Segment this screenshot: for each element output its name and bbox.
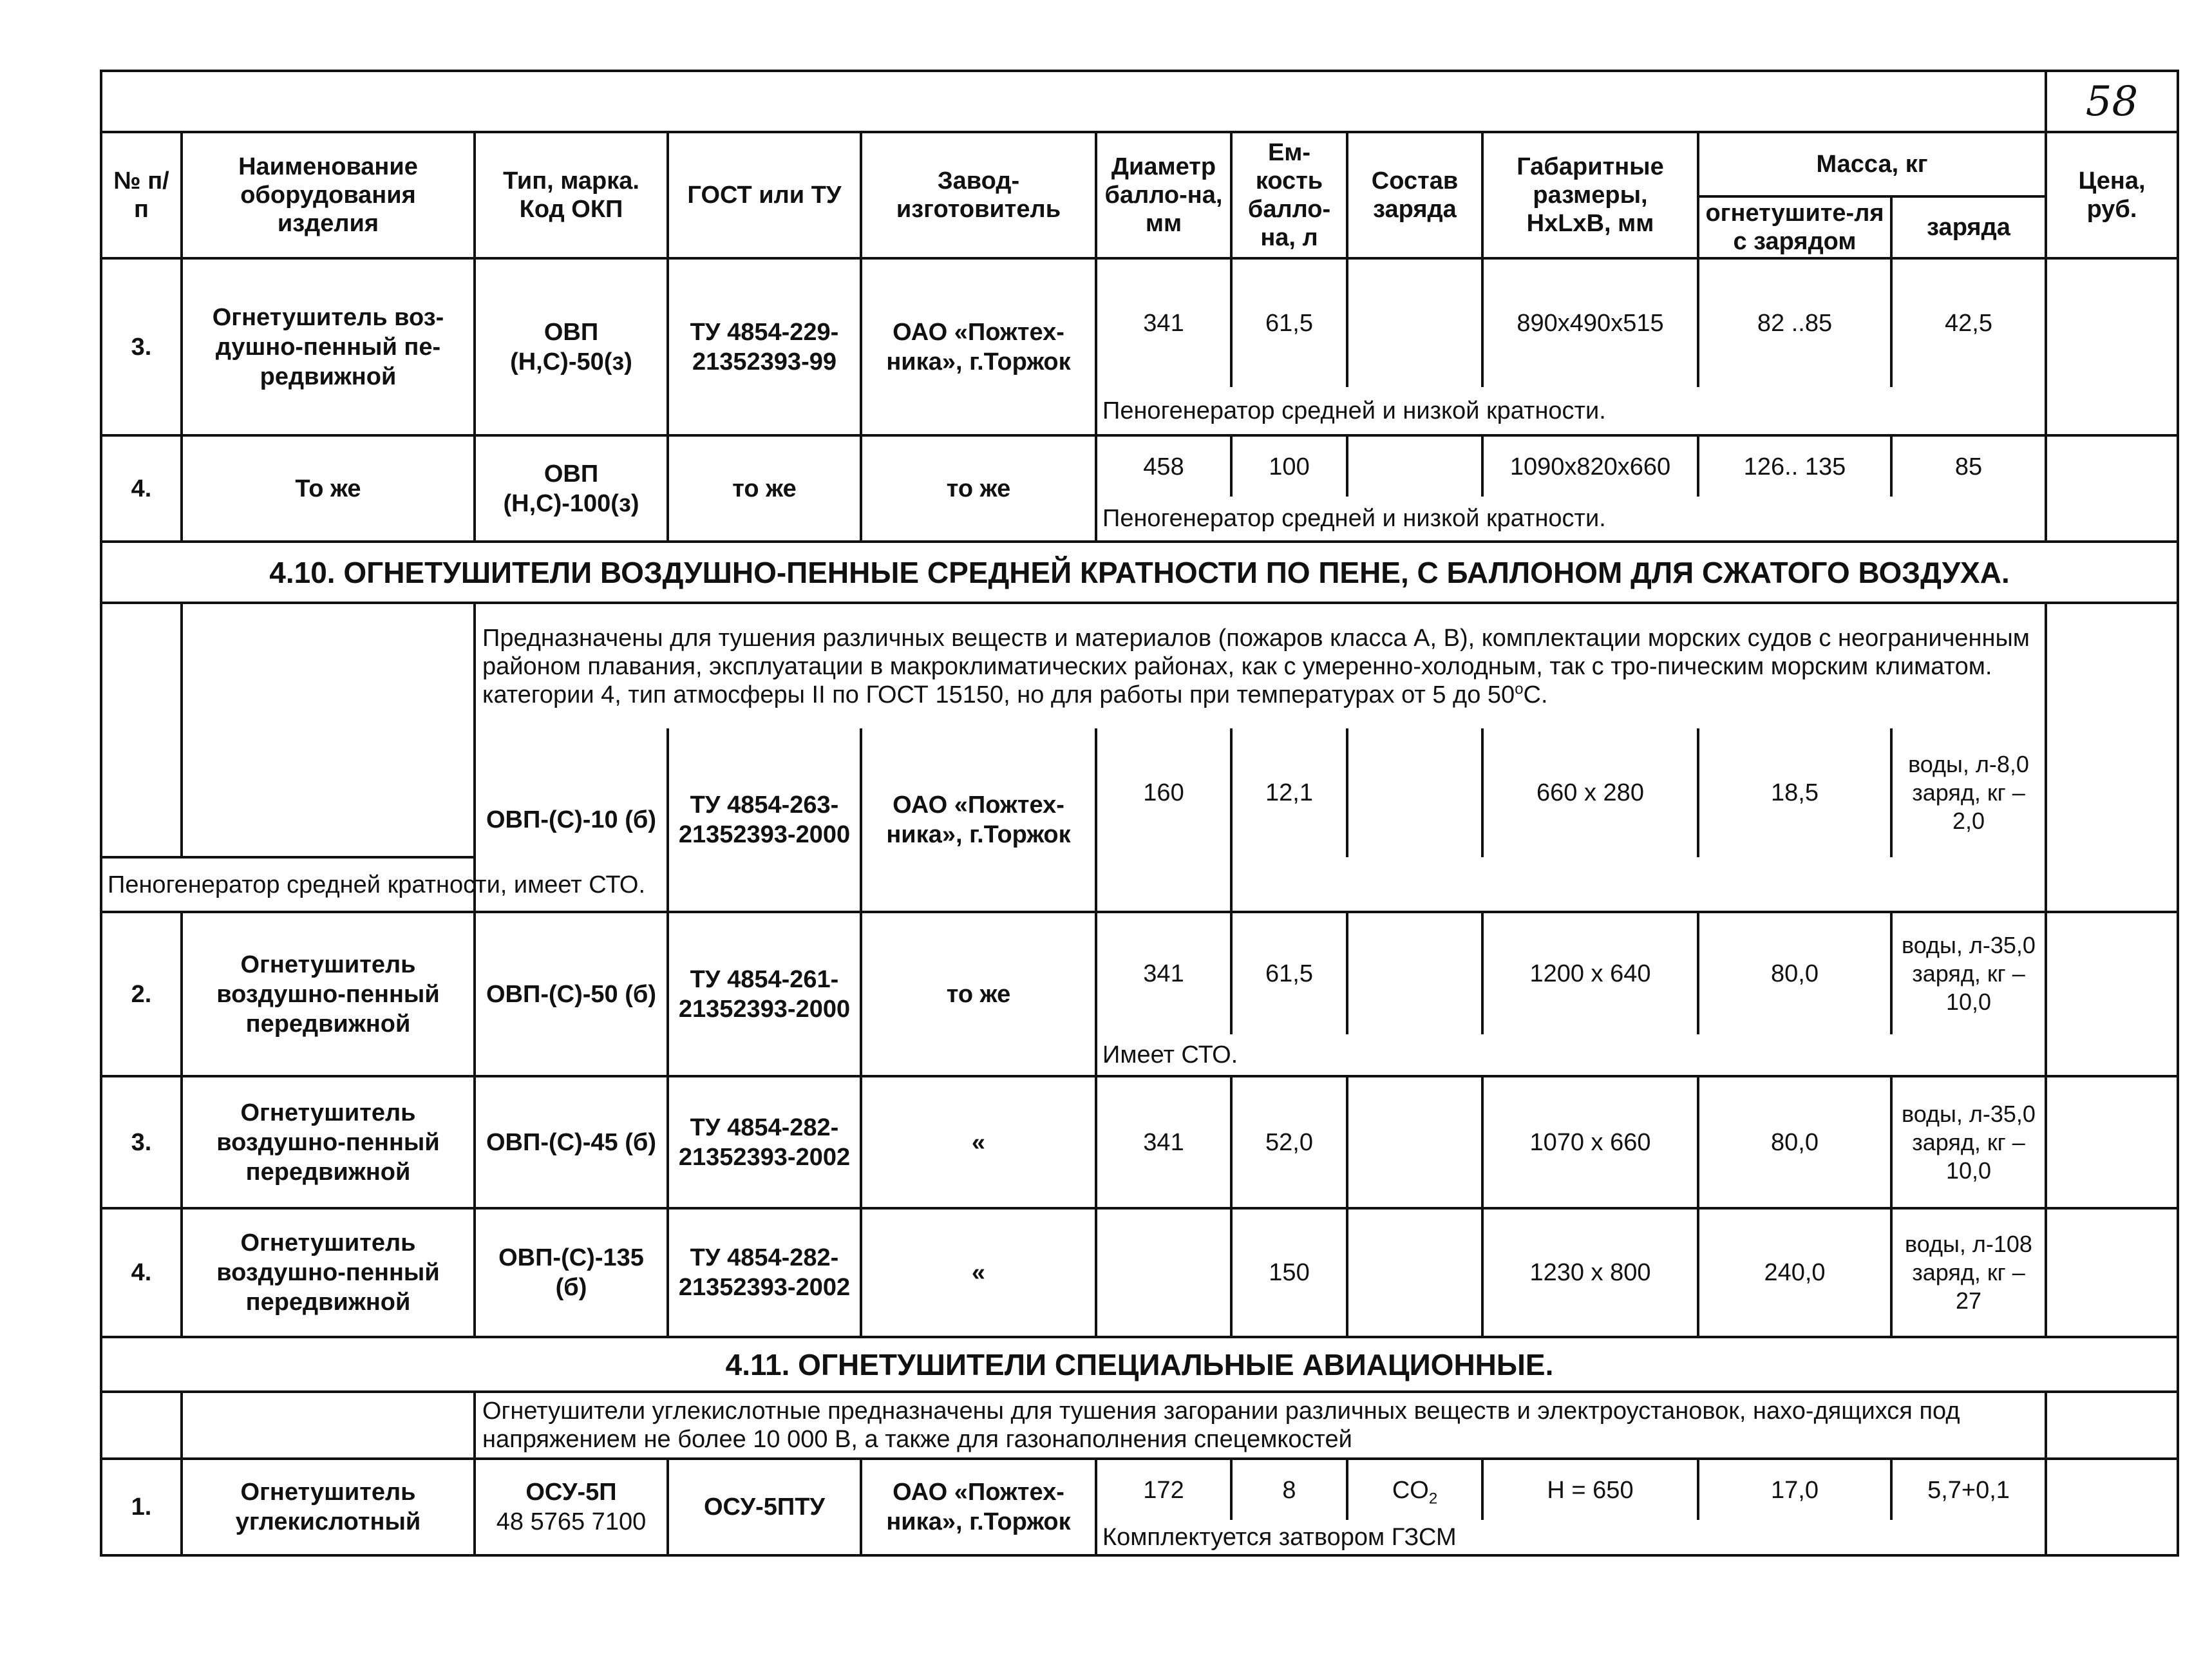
row-maker: ОАО «Пожтех-ника», г.Торжок	[861, 1459, 1096, 1555]
row-diameter: 341	[1096, 258, 1231, 387]
blank-cell	[2046, 603, 2178, 728]
row-gost: ТУ 4854-282-21352393-2002	[668, 1208, 861, 1337]
row-type	[475, 1459, 668, 1555]
page-number: 58	[2046, 71, 2178, 132]
row-price	[2046, 435, 2178, 542]
row-mass-charge: 42,5	[1891, 258, 2046, 387]
charge-formula: CO	[1392, 1476, 1429, 1504]
row-mass-charge: воды, л-35,0 заряд, кг – 10,0	[1891, 912, 2046, 1034]
row-mass-extinguisher: 17,0	[1698, 1459, 1891, 1520]
type-code: 48 5765 7100	[496, 1508, 647, 1535]
row-type: ОВП (Н,С)-100(з)	[475, 435, 668, 542]
row-charge	[1347, 912, 1482, 1034]
row-diameter: 458	[1096, 435, 1231, 497]
row-charge	[1347, 1208, 1482, 1337]
row-capacity: 100	[1231, 435, 1347, 497]
row-charge	[1347, 258, 1482, 387]
row-num: 4.	[101, 1208, 182, 1337]
row-mass-charge: 5,7+0,1	[1891, 1459, 2046, 1520]
header-mass-extinguisher: огнетушите-ля с зарядом	[1698, 196, 1891, 258]
row-diameter: 341	[1096, 912, 1231, 1034]
table-row	[101, 258, 2178, 387]
row-num: 3.	[101, 1076, 182, 1208]
row-note: Пеногенератор средней и низкой кратности.	[1096, 497, 2046, 542]
row-num: 2.	[101, 912, 182, 1076]
section-heading-row	[101, 542, 2178, 603]
page-number-row	[101, 71, 2178, 132]
row-num: 1.	[101, 1459, 182, 1555]
row-dimensions: 1090х820х660	[1482, 435, 1698, 497]
row-charge	[1347, 435, 1482, 497]
row-gost: ТУ 4854-263-21352393-2000	[668, 728, 861, 912]
row-name: Огнетушитель воз-душно-пенный пе-редвижной	[182, 258, 475, 435]
row-note: Имеет СТО.	[1096, 1034, 2046, 1076]
row-type: ОВП (Н,С)-50(з)	[475, 258, 668, 435]
row-diameter: 172	[1096, 1459, 1231, 1520]
section-heading-row	[101, 1337, 2178, 1392]
row-note: Пеногенератор средней и низкой кратности.	[1096, 387, 2046, 435]
row-charge	[1347, 728, 1482, 857]
blank-top-cell	[101, 71, 2046, 132]
row-charge	[1347, 1076, 1482, 1208]
row-note: Комплектуется затвором ГЗСМ	[1096, 1520, 2046, 1555]
row-type: ОВП-(С)-135 (б)	[475, 1208, 668, 1337]
table-row	[101, 1208, 2178, 1337]
section-410-description	[475, 603, 2046, 728]
section-description-row	[101, 603, 2178, 728]
section-411-description: Огнетушители углекислотные предназначены для тушения загорании различных веществ и электроустановок, нахо-дящихся под напряжением не более 10 000 В, а также для газонаполнения спецемкостей	[475, 1392, 2046, 1459]
charge-subscript: 2	[1428, 1490, 1438, 1508]
header-price: Цена, руб.	[2046, 132, 2178, 258]
row-diameter: 341	[1096, 1076, 1231, 1208]
table-row	[101, 435, 2178, 497]
degree-mark: о	[1515, 679, 1524, 697]
row-price	[2046, 258, 2178, 435]
row-type: ОВП-(С)-45 (б)	[475, 1076, 668, 1208]
row-mass-charge: воды, л-35,0 заряд, кг – 10,0	[1891, 1076, 2046, 1208]
header-mass-charge: заряда	[1891, 196, 2046, 258]
header-charge: Состав заряда	[1347, 132, 1482, 258]
row-mass-charge: воды, л-108 заряд, кг – 27	[1891, 1208, 2046, 1337]
row-dimensions: H = 650	[1482, 1459, 1698, 1520]
row-name: Огнетушитель углекислотный	[182, 1459, 475, 1555]
row-price	[2046, 1076, 2178, 1208]
row-maker: «	[861, 1076, 1096, 1208]
row-name: Огнетушитель воздушно-пенный передвижной	[182, 912, 475, 1076]
row-diameter: 160	[1096, 728, 1231, 857]
row-dimensions: 890х490х515	[1482, 258, 1698, 387]
row-maker: то же	[861, 435, 1096, 542]
row-note: Пеногенератор средней кратности, имеет СТО.	[101, 857, 1231, 912]
row-gost: ТУ 4854-261-21352393-2000	[668, 912, 861, 1076]
table-header	[101, 132, 2178, 196]
row-price	[2046, 1459, 2178, 1555]
row-capacity: 61,5	[1231, 912, 1347, 1034]
row-capacity: 61,5	[1231, 258, 1347, 387]
row-diameter	[1096, 1208, 1231, 1337]
row-dimensions: 1230 х 800	[1482, 1208, 1698, 1337]
row-charge	[1347, 1459, 1482, 1520]
row-name: Огнетушитель воздушно-пенный передвижной	[182, 1208, 475, 1337]
blank-cell	[101, 603, 182, 857]
row-gost: то же	[668, 435, 861, 542]
row-name: То же	[182, 435, 475, 542]
header-mass: Масса, кг	[1698, 132, 2046, 196]
header-type: Тип, марка. Код ОКП	[475, 132, 668, 258]
table-row	[101, 1076, 2178, 1208]
equipment-table	[100, 70, 2179, 1557]
row-gost: ТУ 4854-229-21352393-99	[668, 258, 861, 435]
row-maker: ОАО «Пожтех-ника», г.Торжок	[861, 728, 1096, 912]
section-411-title: 4.11. ОГНЕТУШИТЕЛИ СПЕЦИАЛЬНЫЕ АВИАЦИОННЫЕ.	[101, 1337, 2178, 1392]
row-dimensions: 1070 х 660	[1482, 1076, 1698, 1208]
row-dimensions: 660 х 280	[1482, 728, 1698, 857]
blank-cell	[182, 603, 475, 857]
row-mass-extinguisher: 80,0	[1698, 1076, 1891, 1208]
header-gost: ГОСТ или ТУ	[668, 132, 861, 258]
section-description-row	[101, 1392, 2178, 1459]
header-diameter: Диаметр балло-на, мм	[1096, 132, 1231, 258]
blank-cell	[101, 1392, 182, 1459]
header-dimensions: Габаритные размеры, HxLxB, мм	[1482, 132, 1698, 258]
row-price	[2046, 912, 2178, 1076]
row-num: 4.	[101, 435, 182, 542]
row-mass-charge: 85	[1891, 435, 2046, 497]
row-num: 3.	[101, 258, 182, 435]
row-price	[2046, 728, 2178, 912]
row-price	[2046, 1208, 2178, 1337]
header-maker: Завод-изготовитель	[861, 132, 1096, 258]
row-capacity: 52,0	[1231, 1076, 1347, 1208]
row-mass-extinguisher: 80,0	[1698, 912, 1891, 1034]
row-mass-extinguisher: 82 ..85	[1698, 258, 1891, 387]
row-capacity: 150	[1231, 1208, 1347, 1337]
description-text: Предназначены для тушения различных веществ и материалов (пожаров класса А, В), комплектации морских судов с неограниченным районом плавания, эксплуатации в макроклиматических районах, как с умеренно-холодным, так с тро-пическим морским климатом. категории 4, тип атмосферы II по ГОСТ 15150, но для работы при температурах от 5 до 50	[482, 624, 2030, 708]
type-name: ОСУ-5П	[525, 1479, 617, 1506]
document-page	[100, 70, 2177, 1570]
row-maker: то же	[861, 912, 1096, 1076]
row-maker: «	[861, 1208, 1096, 1337]
description-end: С.	[1523, 681, 1548, 708]
row-capacity: 8	[1231, 1459, 1347, 1520]
header-num: № п/п	[101, 132, 182, 258]
row-mass-extinguisher: 126.. 135	[1698, 435, 1891, 497]
section-410-title: 4.10. ОГНЕТУШИТЕЛИ ВОЗДУШНО-ПЕННЫЕ СРЕДНЕЙ КРАТНОСТИ ПО ПЕНЕ, С БАЛЛОНОМ ДЛЯ СЖАТОГО ВОЗДУХА.	[101, 542, 2178, 603]
row-type: ОВП-(С)-10 (б)	[475, 728, 668, 912]
row-mass-charge: воды, л-8,0 заряд, кг – 2,0	[1891, 728, 2046, 857]
row-type: ОВП-(С)-50 (б)	[475, 912, 668, 1076]
row-name: Огнетушитель воздушно-пенный передвижной	[182, 1076, 475, 1208]
table-row	[101, 912, 2178, 1034]
blank-cell	[2046, 1392, 2178, 1459]
row-dimensions: 1200 х 640	[1482, 912, 1698, 1034]
row-maker: ОАО «Пожтех-ника», г.Торжок	[861, 258, 1096, 435]
row-capacity: 12,1	[1231, 728, 1347, 857]
row-gost: ОСУ-5ПТУ	[668, 1459, 861, 1555]
blank-cell	[182, 1392, 475, 1459]
row-mass-extinguisher: 18,5	[1698, 728, 1891, 857]
table-row-note	[101, 857, 2178, 912]
header-capacity: Ем-кость балло-на, л	[1231, 132, 1347, 258]
row-mass-extinguisher: 240,0	[1698, 1208, 1891, 1337]
row-gost: ТУ 4854-282-21352393-2002	[668, 1076, 861, 1208]
table-row	[101, 1459, 2178, 1520]
header-name: Наименование оборудования изделия	[182, 132, 475, 258]
